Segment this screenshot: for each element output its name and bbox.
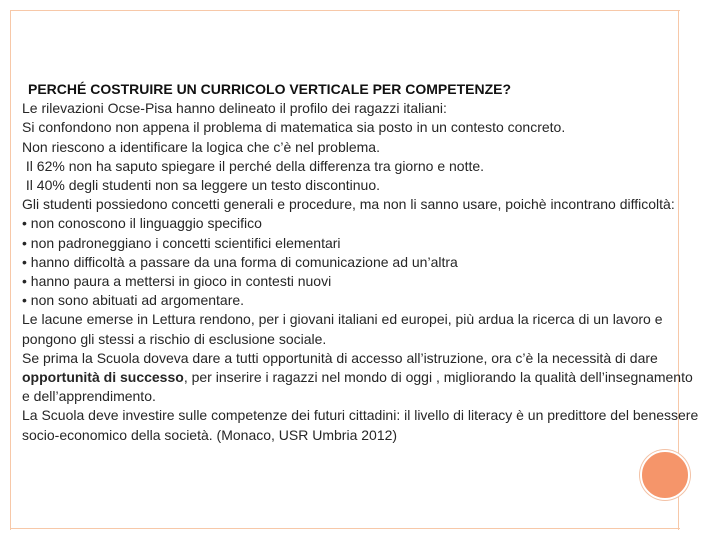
- body-line: Il 62% non ha saputo spiegare il perché della differenza tra giorno e notte.: [22, 157, 485, 174]
- body-text-segment: , per inserire i ragazzi nel mondo di oggi , migliorando la qualità dell’insegnamento e dell’apprendimento.: [22, 369, 693, 405]
- body-line: Le rilevazioni Ocse-Pisa hanno delineato il profilo dei ragazzi italiani:: [22, 100, 447, 117]
- bullet-item: • non conoscono il linguaggio specifico: [22, 215, 262, 232]
- body-line: Non riescono a identificare la logica che c’è nel problema.: [22, 138, 380, 155]
- slide-frame-bottom-border: [10, 528, 680, 529]
- body-text-segment: Se prima la Scuola doveva dare a tutti opportunità di accesso all’istruzione, ora c’è la necessità di dare: [22, 349, 658, 366]
- bullet-item: • non padroneggiano i concetti scientifici elementari: [22, 234, 341, 251]
- body-paragraph: La Scuola deve investire sulle competenze dei futuri cittadini: il livello di literacy è un predittore del benessere socio-economico della società. (Monaco, USR Umbria 2012): [22, 407, 699, 443]
- slide-title: PERCHÉ COSTRUIRE UN CURRICOLO VERTICALE PER COMPETENZE?: [28, 81, 512, 97]
- slide-frame-top-border: [10, 10, 680, 11]
- slide-body: [22, 80, 704, 445]
- body-line: Si confondono non appena il problema di matematica sia posto in un contesto concreto.: [22, 119, 566, 136]
- body-paragraph: Gli studenti possiedono concetti generali e procedure, ma non li sanno usare, poichè incontrano difficoltà:: [22, 196, 675, 213]
- bullet-item: • hanno paura a mettersi in gioco in contesti nuovi: [22, 273, 332, 290]
- body-paragraph: Le lacune emerse in Lettura rendono, per i giovani italiani ed europei, più ardua la ricerca di un lavoro e pongono gli stessi a rischio di esclusione sociale.: [22, 311, 663, 347]
- body-line: Il 40% degli studenti non sa leggere un testo discontinuo.: [22, 177, 381, 194]
- bullet-item: • hanno difficoltà a passare da una forma di comunicazione ad un’altra: [22, 253, 458, 270]
- emphasis-text: opportunità di successo: [22, 369, 184, 386]
- accent-circle-decoration: [640, 450, 690, 500]
- bullet-item: • non sono abituati ad argomentare.: [22, 292, 245, 309]
- body-paragraph: [22, 349, 704, 407]
